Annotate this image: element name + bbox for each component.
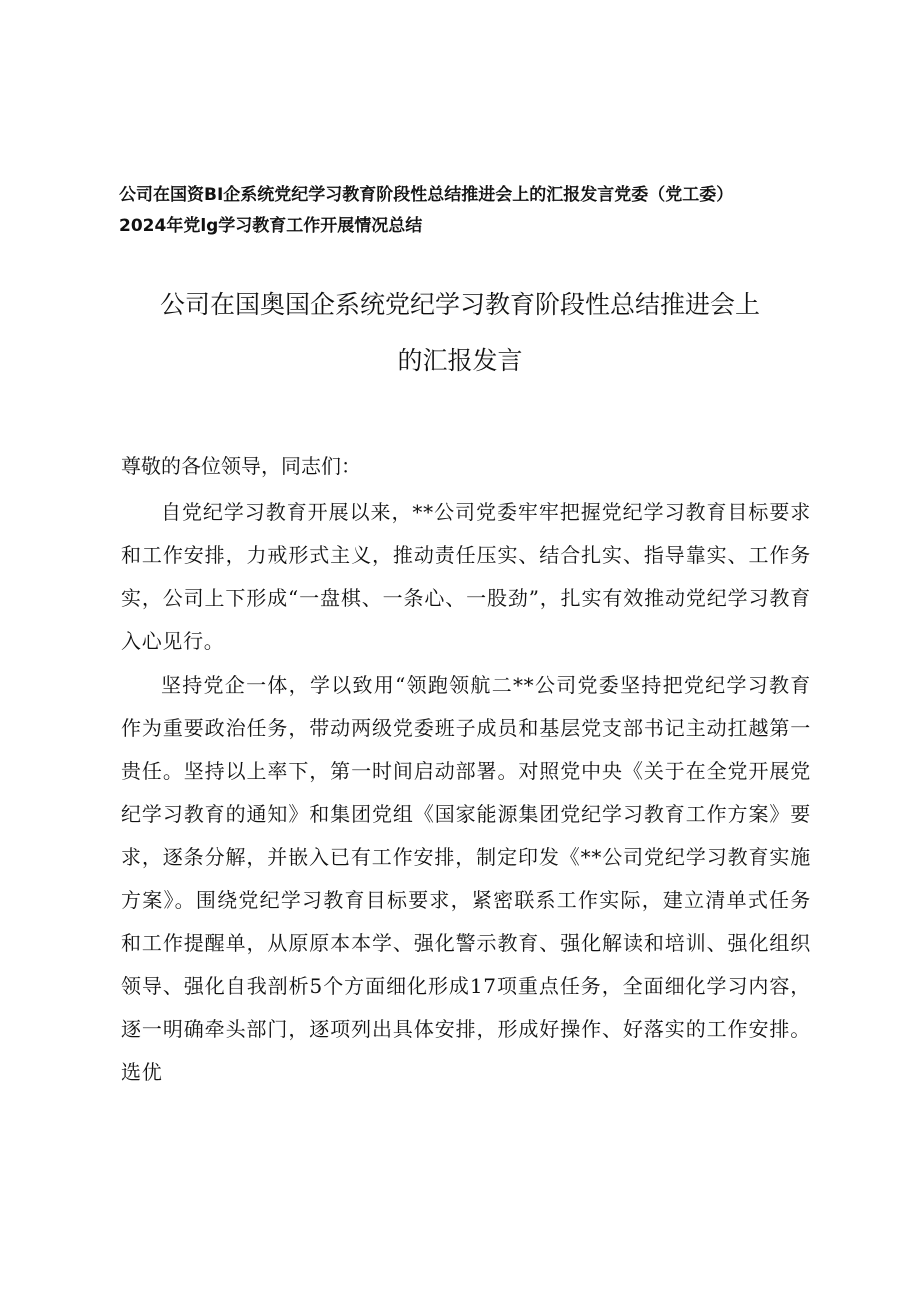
- header-line-1: 公司在国资BI企系统党纪学习教育阶段性总结推进会上的汇报发言党委（党工委）: [119, 185, 734, 205]
- document-title-line-2: 的汇报发言: [397, 346, 523, 375]
- document-title-line-1: 公司在国奥国企系统党纪学习教育阶段性总结推进会上: [159, 290, 760, 319]
- body-paragraph-1: 自党纪学习教育开展以来，**公司党委牢牢把握党纪学习教育目标要求和工作安排，力戒形式主义，推动责任压实、结合扎实、指导靠实、工作务实，公司上下形成“一盘棋、一条心、一股劲”，扎实有效推动党纪学习教育入心见行。: [121, 500, 811, 653]
- header-line-2: 2024年党lg学习教育工作开展情况总结: [119, 216, 423, 236]
- salutation: 尊敬的各位领导，同志们：: [121, 454, 361, 478]
- body-paragraph-2: 坚持党企一体，学以致用“领跑领航二**公司党委坚持把党纪学习教育作为重要政治任务，带动两级党委班子成员和基层党支部书记主动扛越第一贵任。坚持以上率下，第一时间启动部署。对照党中央《关于在全党开展党纪学习教育的通知》和集团党组《国家能源集团党纪学习教育工作方案》要求，逐条分解，并嵌入已有工作安排，制定印发《**公司党纪学习教育实施方案》。围绕党纪学习教育目标要求，紧密联系工作实际，建立清单式任务和工作提醒单，从原原本本学、强化警示教育、强化解读和培训、强化组织领导、强化自我剖析5个方面细化形成17项重点任务，全面细化学习内容，逐一明确牵头部门，逐项列出具体安排，形成好操作、好落实的工作安排。选优: [121, 673, 811, 1084]
